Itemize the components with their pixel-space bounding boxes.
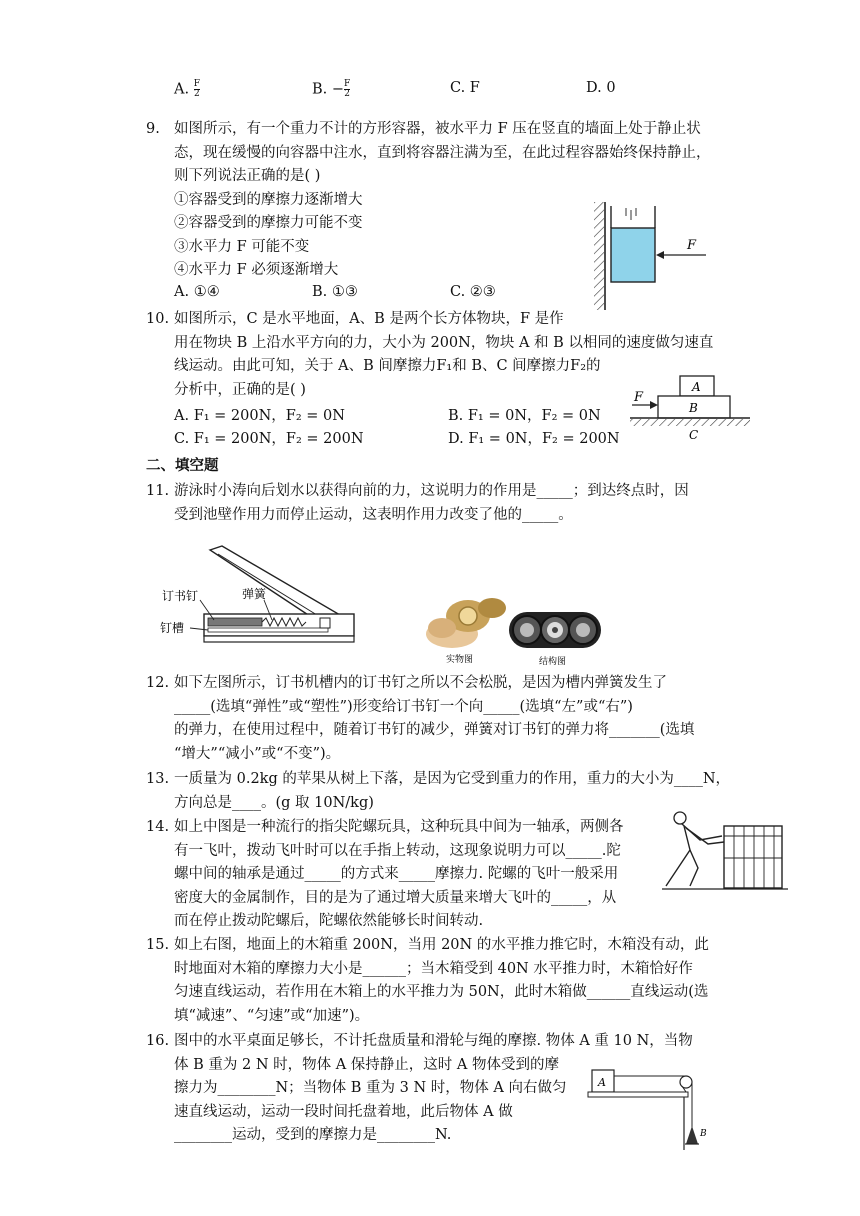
spinner-structure-label: 结构图: [539, 657, 567, 666]
q12-line-3: 的弹力，在使用过程中，随着订书钉的减少，弹簧对订书钉的弹力将_______(选填: [174, 722, 695, 738]
q10-block-b-label: B: [689, 401, 698, 415]
q16-block-a-label: A: [598, 1076, 606, 1089]
q8-options: [174, 80, 694, 104]
question-number: 11.: [146, 483, 170, 499]
q14-line-5: 而在停止拨动陀螺后，陀螺依然能够长时间转动.: [174, 913, 484, 929]
q10-option-b[interactable]: B. F₁ = 0N，F₂ = 0N: [448, 408, 601, 424]
q9-option-a[interactable]: A. ①④: [174, 284, 220, 300]
q10-line-2: 用在物块 B 上沿水平方向的力，大小为 200N，物块 A 和 B 以相同的速度做匀速直: [174, 334, 714, 351]
q8-option-b[interactable]: B. − $\frac{F}{2}$: [312, 79, 351, 99]
q11-line-2: 受到池壁作用力而停止运动，这表明作用力改变了他的_____。: [174, 506, 573, 523]
spinner-photo-figure: [420, 592, 510, 666]
q15-line-2: 时地面对木箱的摩擦力大小是______；当木箱受到 40N 水平推力时，木箱恰好作: [174, 960, 693, 977]
question-13: [146, 768, 731, 815]
q9-line-3: 则下列说法正确的是( ): [174, 168, 321, 184]
q12-line-4: “增大”“减小”或“不变”)。: [174, 745, 341, 762]
q9-statement-2: ②容器受到的摩擦力可能不变: [174, 215, 363, 231]
q13-line-1: 一质量为 0.2kg 的苹果从树上下落，是因为它受到重力的作用，重力的大小为____N，: [174, 771, 731, 787]
q14-line-4: 密度大的金属制作，目的是为了通过增大质量来增大飞叶的_____，从: [174, 889, 617, 906]
spinner-real-label: 实物图: [446, 655, 474, 665]
q16-line-4: 速直线运动，运动一段时间托盘着地，此后物体 A 做: [174, 1103, 513, 1120]
q9-statement-3: ③水平力 F 可能不变: [174, 238, 310, 255]
q8-option-c[interactable]: C. F: [450, 80, 480, 96]
q15-line-3: 匀速直线运动，若作用在木箱上的水平推力为 50N，此时木箱做______直线运动(选: [174, 984, 709, 1000]
q16-pulley-figure: [586, 1064, 716, 1154]
q9-force-label: F: [687, 238, 697, 253]
spinner-structure-figure: [505, 606, 605, 666]
q14-line-1: 如上中图是一种流行的指尖陀螺玩具，这种玩具中间为一轴承，两侧各: [174, 819, 624, 835]
q9-line-2: 态，现在缓慢的向容器中注水，直到将容器注满为至，在此过程容器始终保持静止，: [174, 144, 711, 161]
question-number: 10.: [146, 311, 170, 327]
person-pushing-crate-figure: [660, 806, 790, 892]
question-number: 9.: [146, 121, 160, 137]
q16-line-2: 体 B 重为 2 N 时，物体 A 保持静止，这时 A 物体受到的摩: [174, 1056, 559, 1073]
q10-option-d[interactable]: D. F₁ = 0N，F₂ = 200N: [448, 431, 620, 447]
q10-option-a[interactable]: A. F₁ = 200N，F₂ = 0N: [174, 408, 345, 424]
q12-line-1: 如下左图所示，订书机槽内的订书钉之所以不会松脱，是因为槽内弹簧发生了: [174, 675, 667, 691]
question-11: [146, 480, 716, 527]
q10-options-row-1: [174, 404, 634, 428]
question-14: [146, 816, 716, 934]
q15-line-4: 填“减速”、“匀速”或“加速”)。: [174, 1007, 370, 1024]
stapler-figure: [160, 540, 365, 650]
q11-line-1: 游泳时小涛向后划水以获得向前的力，这说明力的作用是_____；到达终点时，因: [174, 483, 689, 499]
q14-line-2: 有一飞叶，拨动飞叶时可以在手指上转动，这现象说明力可以_____.陀: [174, 842, 621, 859]
question-number: 16.: [146, 1033, 170, 1049]
question-number: 14.: [146, 819, 170, 835]
q16-line-5: ________运动，受到的摩擦力是________N.: [174, 1127, 452, 1143]
q13-line-2: 方向总是____。(g 取 10N/kg): [174, 794, 374, 811]
q10-block-a-label: A: [692, 380, 701, 394]
q10-line-1: 如图所示，C 是水平地面，A、B 是两个长方体物块，F 是作: [174, 311, 564, 327]
section-heading: 二、填空题: [146, 457, 219, 474]
q9-wall-container-figure: [590, 198, 720, 313]
q16-line-1: 图中的水平桌面足够长，不计托盘质量和滑轮与绳的摩擦. 物体 A 重 10 N，当物: [174, 1033, 693, 1049]
q10-options-row-2: [174, 427, 634, 451]
stapler-spring-label: 弹簧: [242, 587, 267, 601]
q10-ground-label: C: [689, 428, 699, 442]
q10-blocks-figure: [628, 372, 752, 442]
question-number: 12.: [146, 675, 170, 691]
stapler-slot-label: 钉槽: [160, 621, 185, 635]
q14-line-3: 螺中间的轴承是通过_____的方式来_____摩擦力. 陀螺的飞叶一般采用: [174, 866, 619, 882]
q8-option-d[interactable]: D. 0: [586, 80, 616, 96]
q10-line-3: 线运动。由此可知，关于 A、B 间摩擦力F₁和 B、C 间摩擦力F₂的: [174, 358, 601, 374]
stapler-staple-label: 订书钉: [162, 589, 199, 603]
q9-line-1: 如图所示，有一个重力不计的方形容器，被水平力 F 压在竖直的墙面上处于静止状: [174, 121, 701, 137]
q8-option-a[interactable]: A. $\frac{F}{2}$: [174, 79, 200, 99]
q10-force-label: F: [634, 390, 644, 405]
question-number: 13.: [146, 771, 170, 787]
question-15: [146, 934, 716, 1028]
q9-option-b[interactable]: B. ①③: [312, 284, 358, 300]
question-number: 15.: [146, 937, 170, 953]
question-12: [146, 672, 716, 766]
q16-line-3: 擦力为________N；当物体 B 重为 3 N 时，物体 A 向右做匀: [174, 1080, 567, 1096]
q10-line-4: 分析中，正确的是( ): [174, 381, 306, 398]
q10-option-c[interactable]: C. F₁ = 200N，F₂ = 200N: [174, 431, 364, 447]
q9-option-c[interactable]: C. ②③: [450, 284, 496, 300]
q15-line-1: 如上右图，地面上的木箱重 200N，当用 20N 的水平推力推它时，木箱没有动，此: [174, 937, 709, 953]
q9-statement-1: ①容器受到的摩擦力逐渐增大: [174, 191, 363, 208]
q12-line-2: _____(选填“弹性”或“塑性”)形变给订书钉一个向_____(选填“左”或“右”): [174, 698, 633, 715]
q9-statement-4: ④水平力 F 必须逐渐增大: [174, 262, 339, 278]
q16-block-b-label: B: [700, 1129, 707, 1139]
